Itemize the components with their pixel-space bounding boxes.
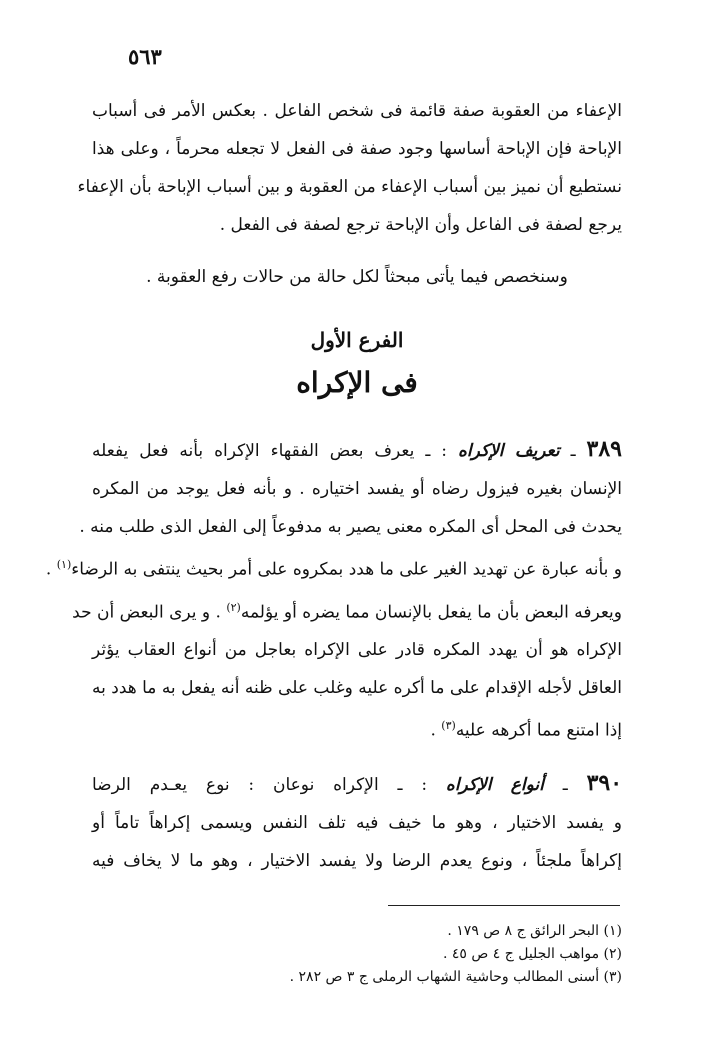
footnote-ref-3: (٣) bbox=[441, 719, 456, 733]
para-389-text-8: إذا امتنع مما أكرهه عليه bbox=[455, 720, 622, 741]
page-number: ٥٦٣ bbox=[128, 44, 162, 69]
para-389-line-6: الإكراه هو أن يهدد المكره قادر على الإكراه بعاجل من أنواع العقاب يؤثر bbox=[92, 640, 622, 661]
para-389-text-4: و بأنه عبارة عن تهديد الغير على ما هدد بمكروه على أمر بحيث ينتفى به الرضاء bbox=[71, 559, 622, 580]
para-389-line-3: يحدث فى المحل أى المكره معنى يصير به مدفوعاً إلى الفعل الذى طلب منه . bbox=[79, 517, 622, 537]
para-390-line-2: و يفسد الاختيار ، وهو ما خيف فيه تلف النفس ويسمى إكراهاً تاماً أو bbox=[92, 813, 622, 833]
para-390-text-1: : ـ الإكراه نوعان : نوع يعـدم الرضا bbox=[92, 775, 428, 795]
footnote-divider bbox=[388, 905, 620, 906]
para-389-line-8: إذا امتنع مما أكرهه عليه$^{(٣)}$ . bbox=[430, 719, 622, 741]
section-title: فى الإكراه bbox=[296, 366, 418, 399]
para-389-text-5: ويعرفه البعض بأن ما يفعل بالإنسان مما يضره أو يؤلمه bbox=[240, 602, 622, 623]
footnote-3: (٣) أسنى المطالب وحاشية الشهاب الرملى ج ٣ ص ٢٨٢ . bbox=[289, 969, 622, 985]
para-389-text-1: : ـ يعرف بعض الفقهاء الإكراه بأنه فعل يفعله bbox=[92, 441, 447, 461]
para-389-number: ٣٨٩ bbox=[586, 436, 622, 462]
para-389-line-5 bbox=[72, 589, 622, 632]
para-389-line-1: ٣٨٩ ـ تعريف الإكراه : ـ يعرف بعض الفقهاء الإكراه بأنه فعل يفعله bbox=[92, 436, 622, 462]
section-heading: الفرع الأول bbox=[310, 328, 404, 352]
footnote-1: (١) البحر الرائق ج ٨ ص ١٧٩ . bbox=[447, 923, 622, 939]
para-390-title: أنواع الإكراه bbox=[445, 775, 544, 795]
footnotes bbox=[260, 920, 622, 989]
paragraph-389 bbox=[45, 430, 622, 750]
intro-line-3: نستطيع أن نميز بين أسباب الإعفاء من العقوبة و بين أسباب الإباحة بأن الإعفاء bbox=[77, 177, 622, 197]
intro-line-1: الإعفاء من العقوبة صفة قائمة فى شخص الفاعل . بعكس الأمر فى أسباب bbox=[92, 101, 622, 121]
para-389-text-5-tail: . و يرى البعض أن حد bbox=[72, 602, 221, 623]
para-389-title: تعريف الإكراه bbox=[457, 441, 560, 461]
para-390-line-1: ٣٩٠ ـ أنواع الإكراه : ـ الإكراه نوعان : نوع يعـدم الرضا bbox=[92, 770, 623, 796]
footnote-ref-1: (١) bbox=[56, 558, 72, 571]
paragraph-390 bbox=[92, 764, 622, 880]
para-389-line-4: و بأنه عبارة عن تهديد الغير على ما هدد بمكروه على أمر بحيث ينتفى به الرضاء$^{(١)}$ . bbox=[45, 558, 622, 580]
intro-closing-text: وسنخصص فيما يأتى مبحثاً لكل حالة من حالات رفع العقوبة . bbox=[146, 267, 568, 287]
para-389-line-2: الإنسان بغيره فيزول رضاه أو يفسد اختياره . و بأنه فعل يوجد من المكره bbox=[92, 479, 622, 499]
para-390-line-3: إكراهاً ملجئاً ، ونوع يعدم الرضا ولا يفسد الاختيار ، وهو ما لا يخاف فيه bbox=[92, 851, 622, 871]
footnote-ref-2: (٢) bbox=[226, 600, 241, 614]
intro-line-4: يرجع لصفة فى الفاعل وأن الإباحة ترجع لصفة فى الفعل . bbox=[219, 215, 622, 235]
intro-paragraph bbox=[77, 92, 622, 244]
intro-line-2: الإباحة فإن الإباحة أساسها وجود صفة فى الفعل لا تجعله محرماً ، وعلى هذا bbox=[92, 139, 622, 159]
intro-closing bbox=[92, 258, 622, 296]
para-389-line-7: العاقل لأجله الإقدام على ما أكره عليه وغلب على ظنه أنه يفعل به ما هدد به bbox=[92, 678, 622, 699]
para-390-number: ٣٩٠ bbox=[586, 770, 623, 796]
footnote-2: (٢) مواهب الجليل ج ٤ ص ٤٥ . bbox=[442, 946, 622, 962]
